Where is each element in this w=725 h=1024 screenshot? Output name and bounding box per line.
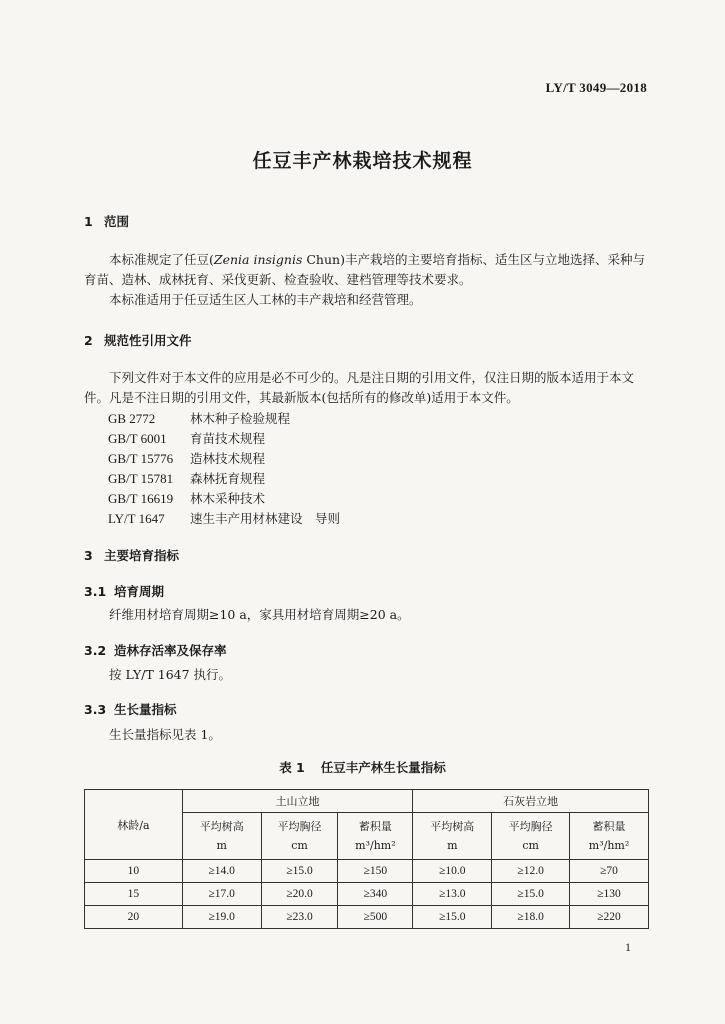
subheader-unit: cm (522, 839, 539, 852)
section-3-3-heading (84, 700, 177, 718)
reference-name: 森林抚育规程 (190, 471, 266, 486)
reference-name: 造林技术规程 (190, 451, 266, 466)
header-age: 林龄/a (85, 790, 183, 860)
subheader-name: 蓄积量 (592, 820, 626, 833)
reference-item (108, 449, 265, 467)
reference-code: GB/T 15776 (108, 451, 174, 466)
value-cell: ≥15.0 (261, 860, 338, 883)
reference-item (108, 429, 265, 447)
reference-item (108, 509, 340, 527)
growth-index-table (84, 789, 649, 929)
value-cell: ≥12.0 (492, 860, 570, 883)
value-cell: ≥10.0 (413, 860, 492, 883)
header-group-soil: 土山立地 (182, 790, 413, 813)
reference-item (108, 489, 265, 507)
section-2-heading (84, 331, 192, 349)
age-cell: 10 (85, 860, 183, 883)
value-cell: ≥130 (570, 883, 649, 906)
section-number: 3.3 (84, 702, 107, 717)
section-3-1-paragraph: 纤维用材培育周期≥10 a，家具用材培育周期≥20 a。 (109, 607, 410, 622)
section-1-heading (84, 212, 129, 230)
standard-code: LY/T 3049—2018 (545, 80, 647, 95)
value-cell: ≥500 (338, 906, 413, 929)
reference-name: 林木种子检验规程 (190, 411, 291, 426)
page-number: 1 (625, 940, 631, 954)
section-3-3-paragraph: 生长量指标见表 1。 (109, 727, 221, 742)
value-cell: ≥220 (570, 906, 649, 929)
section-number: 3.1 (84, 584, 107, 599)
value-cell: ≥20.0 (261, 883, 338, 906)
value-cell: ≥13.0 (413, 883, 492, 906)
section-number: 3 (84, 548, 93, 563)
subheader-name: 平均胸径 (508, 820, 553, 833)
section-title: 造林存活率及保存率 (114, 643, 227, 658)
section-2-paragraph-1: 下列文件对于本文件的应用是必不可少的。凡是注日期的引用文件，仅注日期的版本适用于本文件。凡是不注日期的引用文件，其最新版本(包括所有的修改单)适用于本文件。 (84, 370, 635, 405)
reference-name: 速生丰产用材林建设 导则 (190, 511, 341, 526)
table-header-row (85, 790, 649, 813)
section-3-2-paragraph: 按 LY/T 1647 执行。 (109, 667, 232, 682)
subheader-unit: m (447, 839, 458, 852)
table-title: 任豆丰产林生长量指标 (320, 760, 446, 775)
section-title: 规范性引用文件 (104, 333, 192, 348)
table-number: 表 1 (279, 760, 305, 775)
reference-code: GB 2772 (108, 411, 156, 426)
section-title: 范围 (104, 214, 130, 229)
subheader-unit: m (216, 839, 227, 852)
reference-code: GB/T 6001 (108, 431, 167, 446)
reference-item (108, 469, 265, 487)
value-cell: ≥15.0 (413, 906, 492, 929)
table-row (85, 860, 649, 883)
reference-name: 林木采种技术 (190, 491, 266, 506)
value-cell: ≥150 (338, 860, 413, 883)
header-group-limestone: 石灰岩立地 (413, 790, 649, 813)
table-caption (0, 758, 725, 776)
section-title: 生长量指标 (114, 702, 177, 717)
latin-name: Zenia insignis (213, 252, 303, 267)
document-title: 任豆丰产林栽培技术规程 (252, 150, 473, 172)
value-cell: ≥340 (338, 883, 413, 906)
section-1-paragraph-1 (84, 250, 650, 290)
subheader-cell (338, 813, 413, 860)
value-cell: ≥23.0 (261, 906, 338, 929)
section-3-heading (84, 546, 179, 564)
subheader-name: 平均胸径 (277, 820, 322, 833)
subheader-unit: cm (291, 839, 308, 852)
reference-code: GB/T 15781 (108, 471, 174, 486)
reference-name: 育苗技术规程 (190, 431, 266, 446)
age-cell: 20 (85, 906, 183, 929)
reference-code: LY/T 1647 (108, 511, 165, 526)
subheader-cell (261, 813, 338, 860)
section-number: 2 (84, 333, 93, 348)
subheader-unit: m³/hm² (355, 839, 396, 852)
text-run: Chun)丰产栽培的主要培育指标、适生区与立地选择、采种与育苗、造林、成林抚育、采伐更新、检查验收、建档管理等技术要求。 (84, 252, 645, 287)
subheader-name: 蓄积量 (358, 820, 392, 833)
table-row (85, 883, 649, 906)
value-cell: ≥70 (570, 860, 649, 883)
subheader-unit: m³/hm² (588, 839, 630, 852)
subheader-cell (492, 813, 570, 860)
subheader-cell (570, 813, 649, 860)
value-cell: ≥15.0 (492, 883, 570, 906)
section-title: 主要培育指标 (104, 548, 180, 563)
subheader-name: 平均树高 (199, 820, 244, 833)
section-number: 1 (84, 214, 93, 229)
age-cell: 15 (85, 883, 183, 906)
subheader-cell (413, 813, 492, 860)
subheader-name: 平均树高 (430, 820, 475, 833)
reference-item (108, 409, 290, 427)
section-3-1-heading (84, 582, 164, 600)
section-number: 3.2 (84, 643, 107, 658)
value-cell: ≥17.0 (182, 883, 261, 906)
subheader-cell (182, 813, 261, 860)
section-1-paragraph-2: 本标准适用于任豆适生区人工林的丰产栽培和经营管理。 (109, 292, 422, 307)
value-cell: ≥14.0 (182, 860, 261, 883)
section-title: 培育周期 (114, 584, 165, 599)
text-run: 本标准规定了任豆( (109, 252, 214, 267)
table-row (85, 906, 649, 929)
value-cell: ≥18.0 (492, 906, 570, 929)
section-3-2-heading (84, 641, 227, 659)
value-cell: ≥19.0 (182, 906, 261, 929)
reference-code: GB/T 16619 (108, 491, 174, 506)
